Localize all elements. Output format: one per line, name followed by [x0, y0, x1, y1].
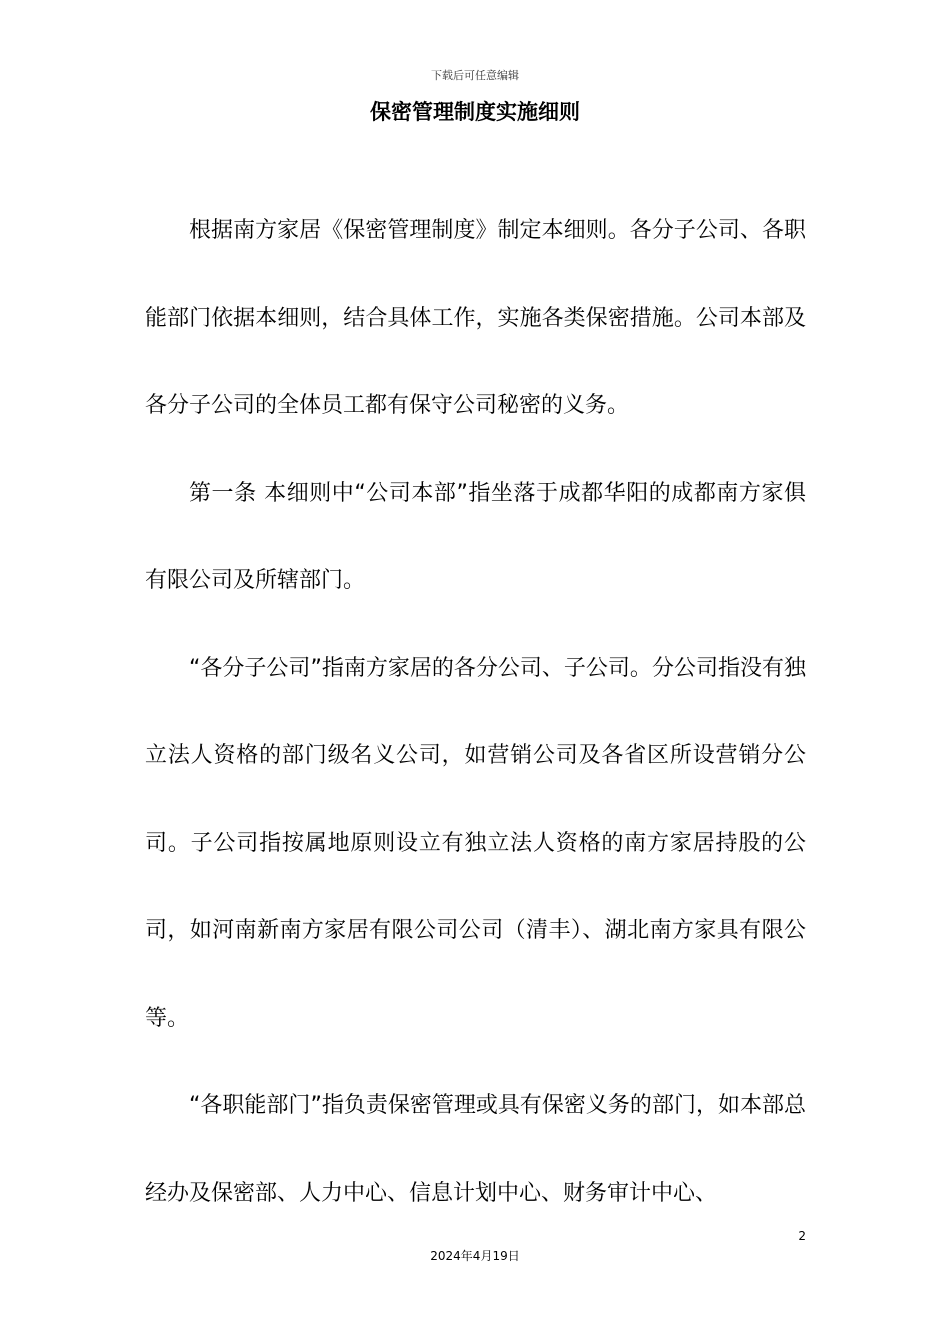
- paragraph-intro: 根据南方家居《保密管理制度》制定本细则。各分子公司、各职能部门依据本细则，结合具体工作，实施各类保密措施。公司本部及各分子公司的全体员工都有保守公司秘密的义务。: [145, 218, 806, 418]
- paragraph-article-1: 第一条 本细则中“公司本部”指坐落于成都华阳的成都南方家俱有限公司及所辖部门。: [145, 480, 806, 593]
- document-title: 保密管理制度实施细则: [370, 100, 580, 124]
- paragraph-departments: “各职能部门”指负责保密管理或具有保密义务的部门，如本部总经办及保密部、人力中心、信息计划中心、财务审计中心、: [145, 1093, 806, 1206]
- page-number: 2: [798, 1229, 806, 1243]
- paragraph-subsidiaries: “各分子公司”指南方家居的各分公司、子公司。分公司指没有独立法人资格的部门级名义公司，如营销公司及各省区所设营销分公司。子公司指按属地原则设立有独立法人资格的南方家居持股的公司，如河南新南方家居有限公司公司（清丰）、湖北南方家具有限公等。: [145, 655, 806, 1031]
- document-body: [145, 187, 806, 1237]
- footer-date: 2024年4月19日: [430, 1249, 520, 1263]
- header-note: 下载后可任意编辑: [431, 69, 519, 82]
